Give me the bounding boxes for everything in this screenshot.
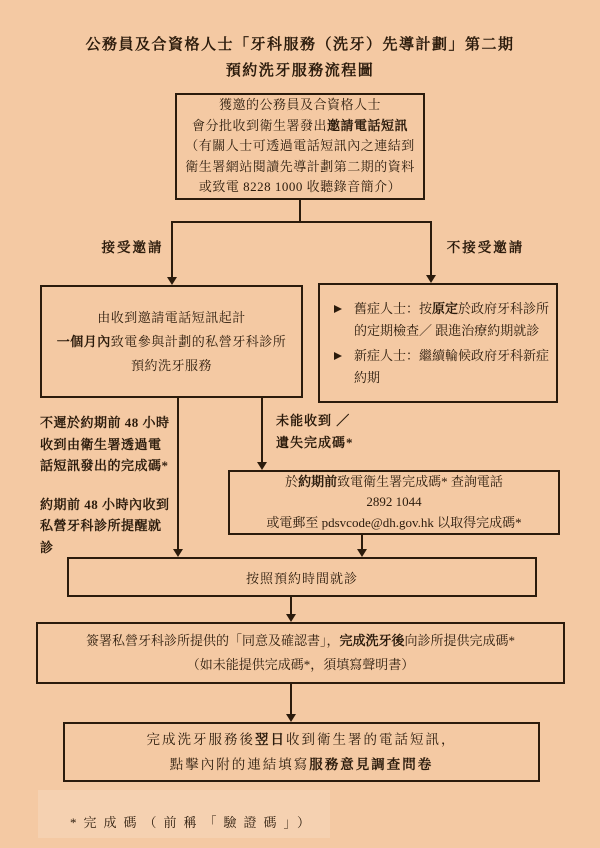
decline-option-new-patient — [332, 345, 550, 389]
arrow-down-icon — [426, 275, 436, 283]
bullet-arrow-icon — [334, 352, 342, 360]
bullet-arrow-icon — [334, 305, 342, 313]
decline-option-text: 新症人士：繼續輪候政府牙科新症約期 — [354, 348, 550, 385]
flow-box-feedback-survey: 完成洗牙服務後翌日收到衛生署的電話短訊， 點擊內附的連結填寫服務意見調查問卷 — [63, 722, 540, 782]
arrow-down-icon — [286, 714, 296, 722]
decline-option-existing-patient — [332, 298, 550, 342]
branch-label-accept: 接受邀請 — [101, 240, 164, 255]
label-code-not-received: 未能收到 ／ 遺失完成碼* — [276, 413, 354, 450]
note-paragraph-gap — [40, 477, 235, 494]
note-paragraph-clinic-reminder: 約期前 48 小時內收到 私營牙科診所提醒就 診 — [40, 496, 170, 555]
flow-box-consent-and-code: 簽署私營牙科診所提供的「同意及確認書」，完成洗牙後向診所提供完成碼* （如未能提供完成碼*，須填寫聲明書） — [36, 622, 565, 684]
connector-booking-to-enquiry — [261, 398, 263, 463]
flow-box-private-clinic-booking: 由收到邀請電話短訊起計 一個月內致電參與計劃的私營牙科診所 預約洗牙服務 — [40, 285, 303, 398]
flow-box-decline-options — [318, 283, 558, 403]
connector-invitation-stem — [299, 200, 301, 222]
arrow-down-icon — [357, 549, 367, 557]
flow-box-attend-appointment — [67, 557, 537, 597]
arrow-down-icon — [257, 462, 267, 470]
arrow-down-icon — [286, 614, 296, 622]
arrow-down-icon — [167, 277, 177, 285]
connector-enquiry-to-attend — [361, 535, 363, 550]
branch-label-decline: 不接受邀請 — [446, 240, 525, 255]
connector-branch-bar — [171, 221, 432, 223]
note-paragraph-sms-code: 不遲於約期前 48 小時 收到由衛生署透過電 話短訊發出的完成碼* — [40, 415, 170, 473]
note-completion-code-receipt — [40, 412, 235, 558]
connector-attend-to-consent — [290, 597, 292, 615]
connector-consent-to-survey — [290, 684, 292, 715]
attend-appointment-text: 按照預約時間就診 — [245, 570, 358, 586]
flow-box-invitation-sms: 獲邀的公務員及合資格人士 會分批收到衛生署發出邀請電話短訊 （有關人士可透過電話短訊內之連結到 衛生署網站閱讀先導計劃第二期的資料 或致電 8228 1000 收聽錄音簡介） — [175, 93, 425, 200]
flow-box-code-enquiry: 於約期前致電衛生署完成碼* 查詢電話 2892 1044 或電郵至 pdsvcode@dh.gov.hk 以取得完成碼* — [228, 470, 560, 535]
page-title-line2: 預約洗牙服務流程圖 — [225, 63, 375, 79]
decline-option-text: 舊症人士：按原定於政府牙科診所的定期檢查／ 跟進治療約期就診 — [354, 301, 550, 338]
footnote: *完成碼（前稱「驗證碼」） — [70, 815, 318, 830]
page-title — [0, 32, 600, 84]
page-title-line1: 公務員及合資格人士「牙科服務（洗牙）先導計劃」第二期 — [85, 37, 515, 53]
